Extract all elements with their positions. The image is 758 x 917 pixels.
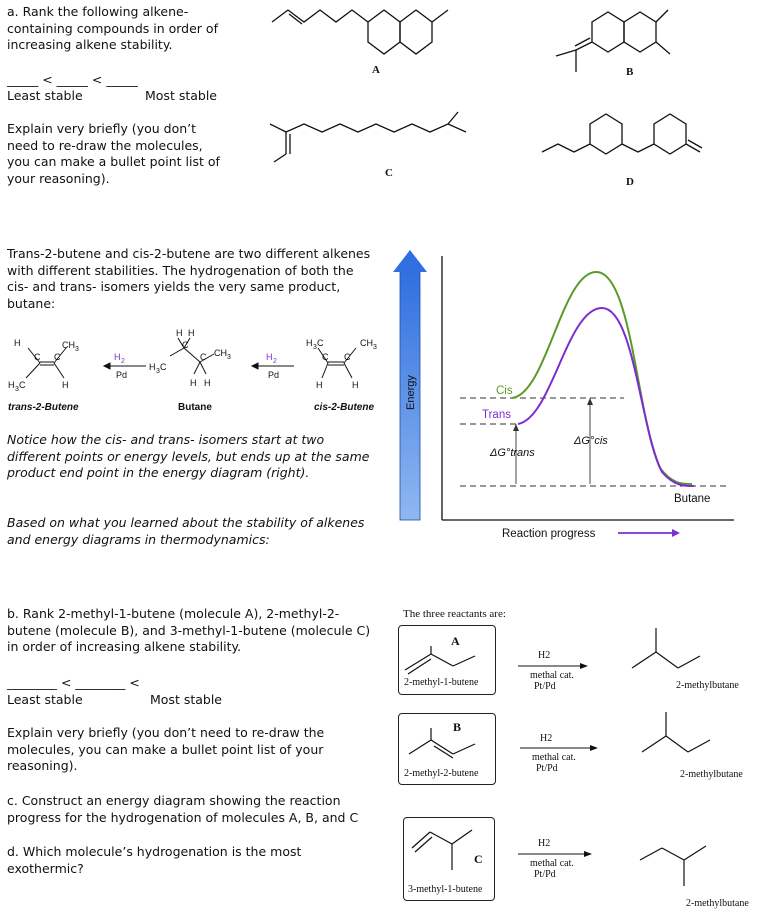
cis-curve <box>512 272 692 484</box>
product-b-name: 2-methylbutane <box>680 769 743 780</box>
reactant-b-name: 2-methyl-2-butene <box>404 768 479 779</box>
product-a-name: 2-methylbutane <box>676 680 739 691</box>
svg-text:C: C <box>34 352 41 362</box>
cis-label: Cis <box>496 385 513 397</box>
svg-text:H: H <box>352 380 359 390</box>
svg-text:H: H <box>204 378 211 388</box>
notice-text: Notice how the cis- and trans- isomers start at two different points or energy levels, but ends up at the same product end point in the energy diagram (right). <box>7 432 370 480</box>
cis-butene-name: cis-2-Butene <box>314 402 375 413</box>
svg-text:CH: CH <box>62 340 75 350</box>
svg-text:3: 3 <box>373 344 377 351</box>
reactant-b-structure <box>401 724 491 768</box>
svg-text:H: H <box>62 380 69 390</box>
product-c-structure <box>634 842 714 890</box>
svg-text:H: H <box>306 338 313 348</box>
product-c-name: 2-methylbutane <box>686 898 749 909</box>
reactant-c-metal: Pt/Pd <box>534 869 556 880</box>
molecule-a-structure <box>268 2 486 68</box>
svg-text:C: C <box>182 340 189 350</box>
svg-text:C: C <box>160 362 167 372</box>
svg-text:C: C <box>344 352 351 362</box>
based-text: Based on what you learned about the stability of alkenes and energy diagrams in thermodynamics: <box>7 515 365 547</box>
svg-text:C: C <box>19 380 26 390</box>
energy-diagram <box>392 248 742 548</box>
part-d-question: d. Which molecule’s hydrogenation is the most exothermic? <box>7 844 302 876</box>
reactant-a-letter: A <box>451 634 460 648</box>
svg-text:3: 3 <box>227 354 231 361</box>
reactant-a-box <box>398 625 496 695</box>
svg-text:C: C <box>317 338 324 348</box>
reactant-c-structure <box>406 822 490 878</box>
reactant-c-h2: H2 <box>538 838 551 849</box>
reactant-c-box <box>403 817 495 901</box>
reactant-b-h2: H2 <box>540 733 553 744</box>
dg-cis-label: ΔG°cis <box>574 435 608 447</box>
svg-text:H: H <box>190 378 197 388</box>
svg-text:H: H <box>316 380 323 390</box>
product-b-structure <box>636 712 716 762</box>
reactant-a-metal: Pt/Pd <box>534 681 556 692</box>
svg-text:H: H <box>266 352 273 362</box>
molecule-b-structure <box>548 6 693 86</box>
svg-text:H: H <box>114 352 121 362</box>
part-b-least-stable: Least stable <box>7 692 83 707</box>
trans-curve <box>518 308 694 486</box>
svg-text:C: C <box>54 352 61 362</box>
svg-text:H: H <box>176 328 183 338</box>
part-a-question: a. Rank the following alkene-containing compounds in order of increasing alkene stability. <box>7 4 218 52</box>
svg-text:C: C <box>200 352 207 362</box>
energy-axis-label: Energy <box>405 375 417 410</box>
svg-text:H: H <box>149 362 156 372</box>
svg-text:2: 2 <box>121 358 125 365</box>
svg-text:CH: CH <box>360 338 373 348</box>
part-b-explain: Explain very briefly (you don’t need to re-draw the molecules, you can make a bullet point list of your reasoning). <box>7 725 325 773</box>
trans-cis-intro: Trans-2-butene and cis-2-butene are two different alkenes with different stabilities. The hydrogenation of both the cis- and trans- isomers yields the very same product, butane: <box>7 246 371 311</box>
part-b-most-stable: Most stable <box>150 692 222 707</box>
svg-text:3: 3 <box>156 368 160 375</box>
dg-trans-label: ΔG°trans <box>490 447 535 459</box>
energy-arrow-head <box>393 250 427 272</box>
svg-text:CH: CH <box>214 348 227 358</box>
part-a-explain: Explain very briefly (you don’t need to re-draw the molecules, you can make a bullet point list of your reasoning). <box>7 121 220 186</box>
reactant-b-metal: Pt/Pd <box>536 763 558 774</box>
trans-label: Trans <box>482 409 511 421</box>
part-c-question: c. Construct an energy diagram showing the reaction progress for the hydrogenation of molecules A, B, and C <box>7 793 359 825</box>
svg-text:3: 3 <box>313 344 317 351</box>
svg-text:H: H <box>14 338 21 348</box>
svg-text:C: C <box>322 352 329 362</box>
butene-hydrogenation-scheme <box>4 326 394 396</box>
reactant-a-structure <box>401 646 491 676</box>
svg-text:Pd: Pd <box>268 370 280 380</box>
part-a-most-stable: Most stable <box>145 88 217 103</box>
reactant-b-cat: methal cat. <box>532 752 576 763</box>
trans-butene-name: trans-2-Butene <box>8 402 79 413</box>
molecule-c-structure <box>262 108 482 164</box>
part-a-least-stable: Least stable <box>7 88 83 103</box>
reactant-a-name: 2-methyl-1-butene <box>404 677 479 688</box>
reactant-b-box <box>398 713 496 785</box>
product-a-structure <box>626 628 706 678</box>
reactant-c-name: 3-methyl-1-butene <box>408 884 483 895</box>
svg-text:2: 2 <box>273 358 277 365</box>
part-a-blank-line: _____ < _____ < _____ <box>7 72 138 87</box>
x-axis-label: Reaction progress <box>502 528 596 540</box>
reactants-title: The three reactants are: <box>403 608 506 620</box>
molecule-c-label: C <box>385 167 393 179</box>
svg-text:H: H <box>188 328 195 338</box>
product-label: Butane <box>674 493 711 505</box>
reactant-c-cat: methal cat. <box>530 858 574 869</box>
molecule-d-label: D <box>626 176 634 188</box>
reactant-a-h2: H2 <box>538 650 551 661</box>
molecule-a-label: A <box>372 64 380 76</box>
butane-name: Butane <box>178 402 212 413</box>
molecule-b-label: B <box>626 66 634 78</box>
svg-text:3: 3 <box>75 346 79 353</box>
reactant-a-cat: methal cat. <box>530 670 574 681</box>
svg-text:Pd: Pd <box>116 370 128 380</box>
svg-text:3: 3 <box>15 386 19 393</box>
part-b-question: b. Rank 2-methyl-1-butene (molecule A), 2-methyl-2-butene (molecule B), and 3-methyl-1-butene (molecule C) in order of increasing alkene stability. <box>7 606 371 654</box>
reactant-b-letter: B <box>453 720 462 734</box>
svg-text:H: H <box>8 380 15 390</box>
reactant-c-letter: C <box>474 852 483 866</box>
part-b-blank-line: ________ < ________ < <box>7 675 140 690</box>
molecule-d-structure <box>538 108 718 168</box>
